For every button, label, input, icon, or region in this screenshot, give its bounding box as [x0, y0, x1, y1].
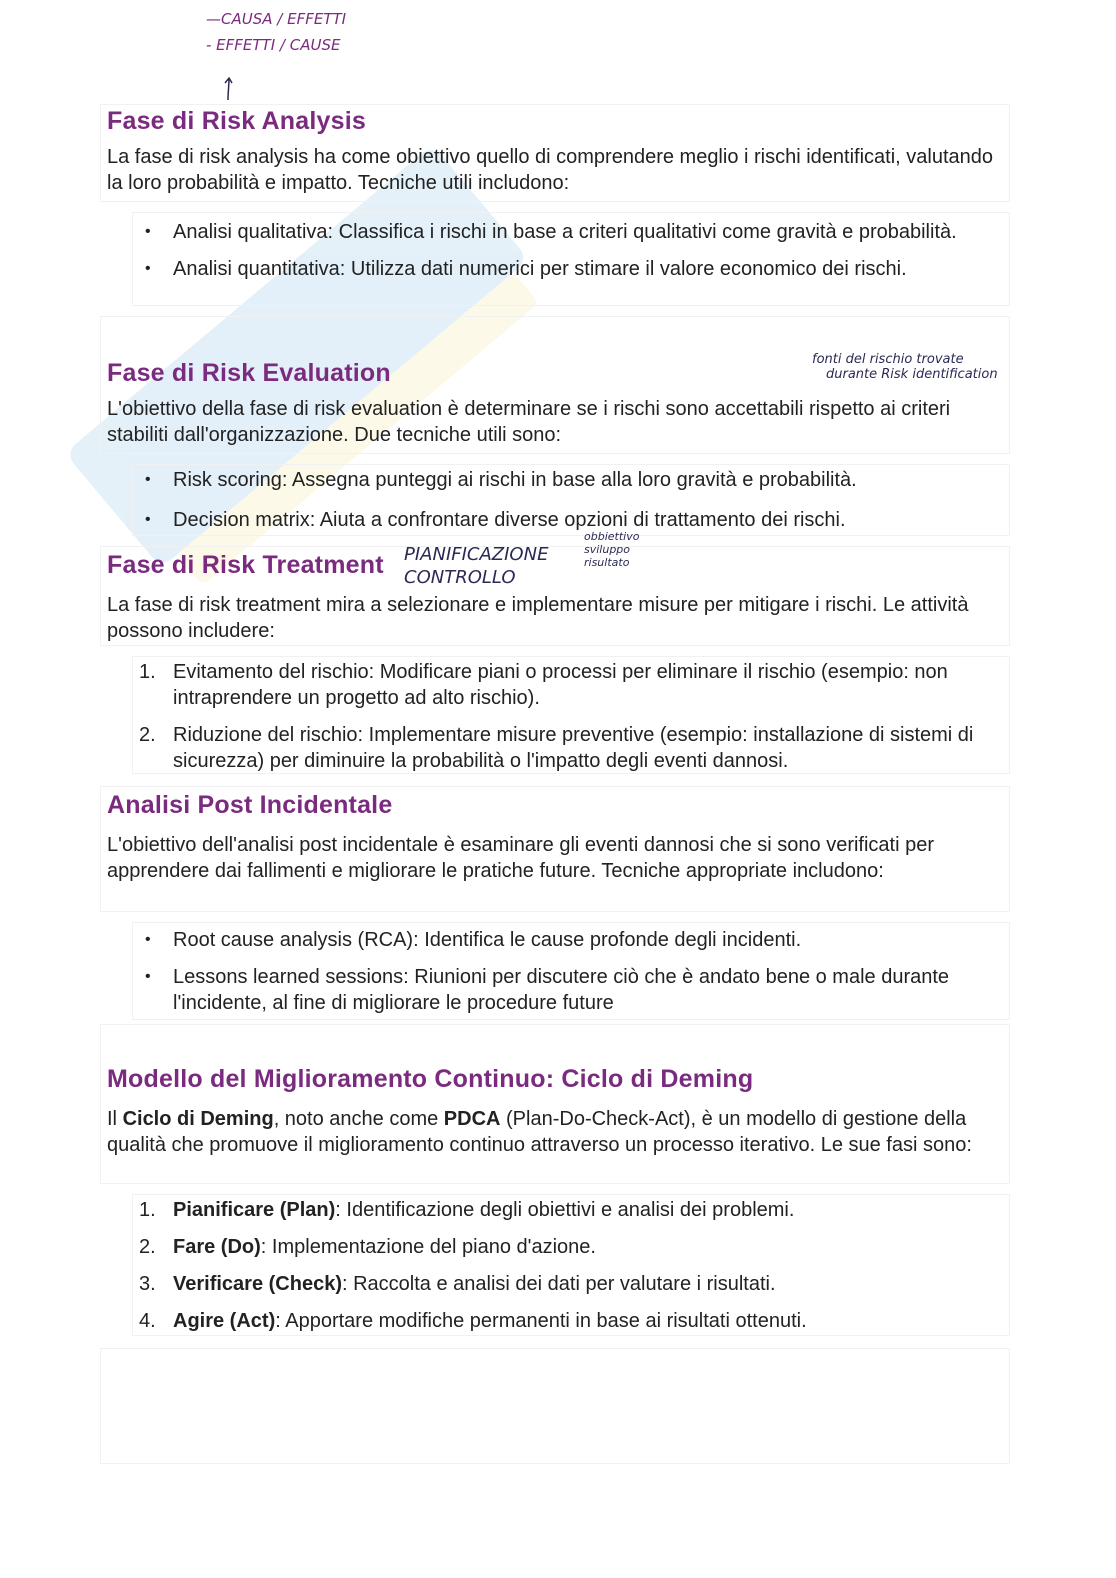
- risk-analysis-list-box: [132, 212, 1010, 306]
- handwritten-line: —CAUSA / EFFETTI: [206, 10, 347, 28]
- handwritten-line: CONTROLLO: [404, 567, 516, 588]
- bullet-list: [133, 923, 1009, 1031]
- section-intro: L'obiettivo della fase di risk evaluation è determinare se i rischi sono accettabili rispetto ai criteri stabiliti dall'organizzazione. Due tecniche utili sono:: [107, 398, 951, 446]
- section-title: Modello del Miglioramento Continuo: Ciclo di Deming: [107, 1065, 754, 1093]
- section-intro: La fase di risk analysis ha come obiettivo quello di comprendere meglio i rischi identificati, valutando la loro probabilità e impatto. Tecniche utili includono:: [107, 146, 994, 194]
- section-title: Fase di Risk Evaluation: [107, 359, 391, 387]
- handwritten-line: fonti del rischio trovate: [812, 352, 964, 367]
- list-item: • Analisi qualitativa: Classifica i rischi in base a criteri qualitativi come gravità e probabilità.: [145, 221, 957, 243]
- empty-content-box: [100, 1348, 1010, 1464]
- section-intro: Il Ciclo di Deming, noto anche come PDCA (Plan-Do-Check-Act), è un modello di gestione della qualità che promuove il miglioramento continuo attraverso un processo iterativo. Le sue fasi sono:: [107, 1108, 972, 1156]
- handwritten-line: risultato: [584, 556, 630, 569]
- list-item: • Risk scoring: Assegna punteggi ai rischi in base alla loro gravità e probabilità.: [145, 469, 857, 491]
- list-item: 2. Fare (Do): Implementazione del piano d'azione.: [139, 1236, 596, 1258]
- post-incident-header-box: [100, 786, 1010, 912]
- handwritten-line: PIANIFICAZIONE: [404, 544, 549, 565]
- numbered-list: [133, 1195, 1009, 1349]
- handwritten-line: obbiettivo: [584, 530, 640, 543]
- section-intro: La fase di risk treatment mira a selezionare e implementare misure per mitigare i rischi. Le attività possono includere:: [107, 594, 969, 642]
- list-item: 1. Evitamento del rischio: Modificare piani o processi per eliminare il rischio (esempio: non intraprendere un progetto ad alto rischio).: [139, 661, 948, 709]
- list-item: 1. Pianificare (Plan): Identificazione degli obiettivi e analisi dei problemi.: [139, 1199, 795, 1221]
- section-risk-treatment: [100, 546, 1010, 774]
- handwritten-line: sviluppo: [584, 543, 631, 556]
- deming-header-box: [100, 1024, 1010, 1184]
- risk-evaluation-header-box: [100, 316, 1010, 454]
- list-item: • Decision matrix: Aiuta a confrontare diverse opzioni di trattamento dei rischi.: [145, 509, 846, 531]
- arrow-up-icon: [220, 76, 250, 106]
- section-intro: L'obiettivo dell'analisi post incidentale è esaminare gli eventi dannosi che si sono verificati per apprendere dai fallimenti e migliorare le pratiche future. Tecniche appropriate includono:: [107, 834, 935, 882]
- risk-treatment-header-box: [100, 546, 1010, 646]
- section-title: Fase di Risk Analysis: [107, 107, 366, 135]
- risk-evaluation-list-box: [132, 464, 1010, 536]
- section-title: Fase di Risk Treatment: [107, 551, 384, 579]
- risk-analysis-header-box: [100, 104, 1010, 202]
- deming-list-box: [132, 1194, 1010, 1336]
- section-title: Analisi Post Incidentale: [107, 791, 393, 819]
- handwritten-line: - EFFETTI / CAUSE: [206, 36, 341, 54]
- list-item: • Lessons learned sessions: Riunioni per discutere ciò che è andato bene o male durante l'incidente, al fine di migliorare le procedure future: [145, 966, 950, 1014]
- list-item: 3. Verificare (Check): Raccolta e analisi dei dati per valutare i risultati.: [139, 1273, 776, 1295]
- risk-treatment-list-box: [132, 656, 1010, 774]
- list-item: • Root cause analysis (RCA): Identifica le cause profonde degli incidenti.: [145, 929, 802, 951]
- handwritten-top-note: [206, 10, 346, 54]
- section-post-incident: [100, 786, 1010, 1020]
- bullet-list: [133, 213, 1009, 297]
- bullet-list: [133, 465, 1009, 548]
- section-risk-evaluation: [100, 316, 1010, 536]
- handwritten-line: durante Risk identification: [826, 367, 998, 382]
- list-item: 4. Agire (Act): Apportare modifiche permanenti in base ai risultati ottenuti.: [139, 1310, 807, 1332]
- section-risk-analysis: [100, 104, 1010, 306]
- post-incident-list-box: [132, 922, 1010, 1020]
- numbered-list: [133, 657, 1009, 789]
- list-item: • Analisi quantitativa: Utilizza dati numerici per stimare il valore economico dei rischi.: [145, 258, 907, 280]
- section-deming-cycle: [100, 1024, 1010, 1336]
- list-item: 2. Riduzione del rischio: Implementare misure preventive (esempio: installazione di sistemi di sicurezza) per diminuire la probabilità o l'impatto degli eventi dannosi.: [139, 724, 974, 772]
